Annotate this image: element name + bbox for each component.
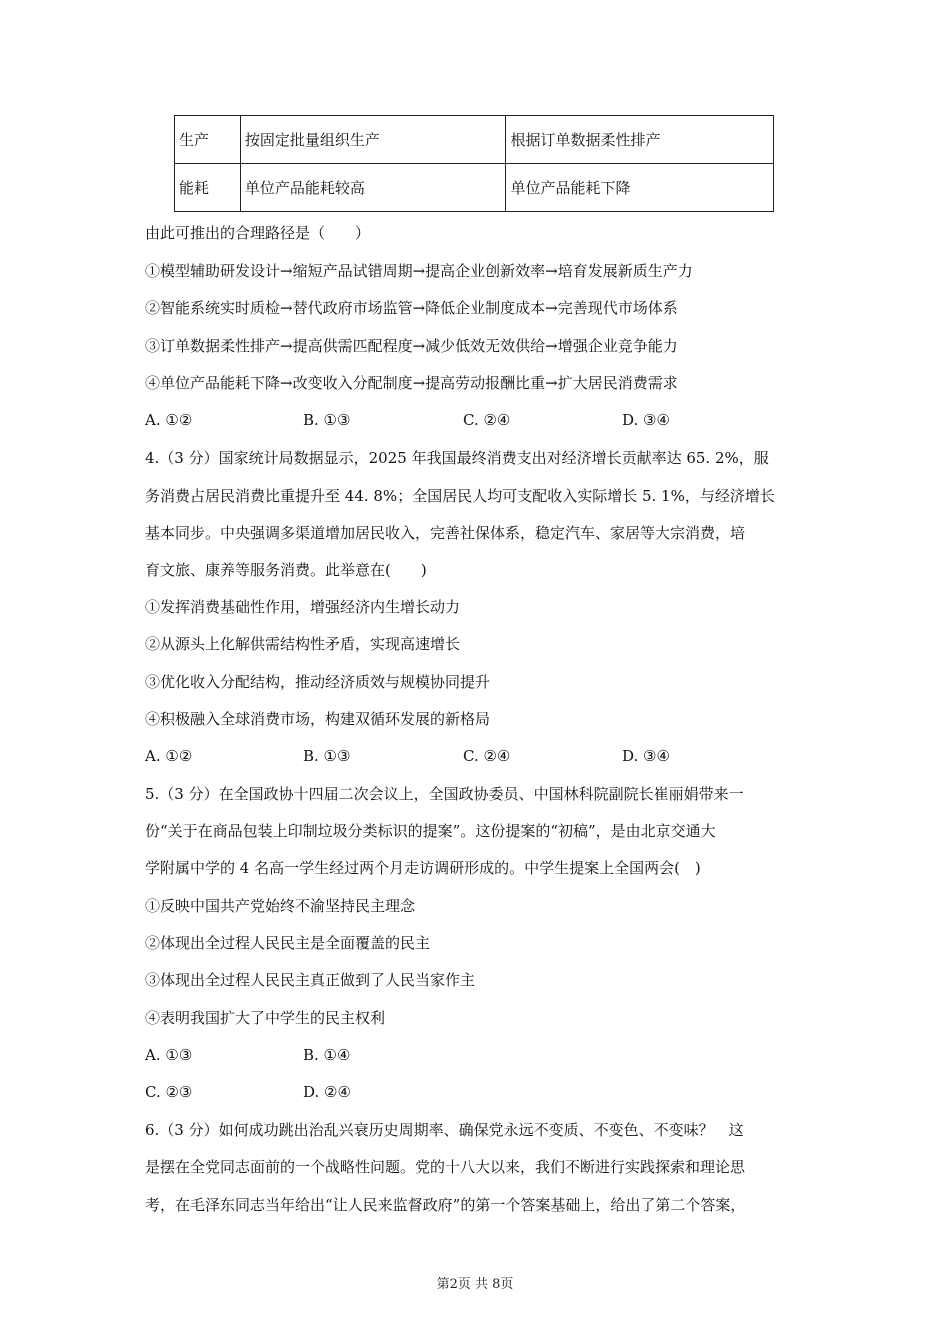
q5-line-1: 5.（3 分）在全国政协十四届二次会议上，全国政协委员、中国林科院副院长崔丽娟带来一: [145, 785, 744, 803]
option-b[interactable]: B. ①④: [303, 1046, 351, 1064]
q3-item-2: ②智能系统实时质检→替代政府市场监管→降低企业制度成本→完善现代市场体系: [145, 299, 678, 317]
table-cell: 根据订单数据柔性排产: [506, 116, 774, 164]
option-d[interactable]: D. ③④: [622, 411, 670, 429]
q4-options: [145, 746, 845, 766]
option-d[interactable]: D. ②④: [303, 1083, 351, 1101]
q4-line-3: 基本同步。中央强调多渠道增加居民收入，完善社保体系，稳定汽车、家居等大宗消费，培: [145, 524, 746, 542]
q5-item-1: ①反映中国共产党始终不渝坚持民主理念: [145, 897, 416, 915]
q4-line-4: 育文旅、康养等服务消费。此举意在( ): [145, 561, 427, 579]
q6-line-2: 是摆在全党同志面前的一个战略性问题。党的十八大以来，我们不断进行实践探索和理论思: [145, 1158, 746, 1176]
q3-item-3: ③订单数据柔性排产→提高供需匹配程度→减少低效无效供给→增强企业竞争能力: [145, 337, 678, 355]
table-row: [175, 116, 774, 164]
table-cell: 单位产品能耗较高: [240, 164, 506, 212]
option-a[interactable]: A. ①②: [145, 747, 193, 765]
table-cell: 能耗: [175, 164, 241, 212]
option-c[interactable]: C. ②③: [145, 1083, 193, 1101]
q3-item-1: ①模型辅助研发设计→缩短产品试错周期→提高企业创新效率→培育发展新质生产力: [145, 262, 693, 280]
q4-line-1: 4.（3 分）国家统计局数据显示，2025 年我国最终消费支出对经济增长贡献率达 65. 2%，服: [145, 449, 769, 467]
q5-line-2: 份“关于在商品包装上印制垃圾分类标识的提案”。这份提案的“初稿”，是由北京交通大: [145, 822, 716, 840]
q5-line-3: 学附属中学的 4 名高一学生经过两个月走访调研形成的。中学生提案上全国两会( ): [145, 859, 701, 877]
option-a[interactable]: A. ①③: [145, 1046, 193, 1064]
table-cell: 生产: [175, 116, 241, 164]
page-footer: 第2页 共 8页: [436, 1277, 514, 1292]
table-cell: 单位产品能耗下降: [506, 164, 774, 212]
option-c[interactable]: C. ②④: [463, 747, 511, 765]
q3-stem: 由此可推出的合理路径是（ ）: [145, 224, 371, 242]
option-d[interactable]: D. ③④: [622, 747, 670, 765]
q6-line-1: 6.（3 分）如何成功跳出治乱兴衰历史周期率、确保党永远不变质、不变色、不变味？ 这: [145, 1121, 744, 1139]
option-b[interactable]: B. ①③: [303, 747, 351, 765]
option-b[interactable]: B. ①③: [303, 411, 351, 429]
q4-item-2: ②从源头上化解供需结构性矛盾，实现高速增长: [145, 635, 461, 653]
q4-item-3: ③优化收入分配结构，推动经济质效与规模协同提升: [145, 673, 491, 691]
q5-item-3: ③体现出全过程人民民主真正做到了人民当家作主: [145, 971, 476, 989]
q5-options-row-1: [145, 1045, 845, 1065]
q3-item-4: ④单位产品能耗下降→改变收入分配制度→提高劳动报酬比重→扩大居民消费需求: [145, 374, 678, 392]
q6-line-3: 考，在毛泽东同志当年给出“让人民来监督政府”的第一个答案基础上，给出了第二个答案，: [145, 1196, 746, 1214]
q4-line-2: 务消费占居民消费比重提升至 44. 8%；全国居民人均可支配收入实际增长 5. 1%，与经济增长: [145, 487, 775, 505]
table-cell: 按固定批量组织生产: [240, 116, 506, 164]
option-a[interactable]: A. ①②: [145, 411, 193, 429]
q3-options: [145, 410, 845, 430]
option-c[interactable]: C. ②④: [463, 411, 511, 429]
table-row: [175, 164, 774, 212]
q4-item-1: ①发挥消费基础性作用，增强经济内生增长动力: [145, 598, 461, 616]
q4-item-4: ④积极融入全球消费市场，构建双循环发展的新格局: [145, 710, 491, 728]
comparison-table: [174, 115, 774, 212]
q5-item-2: ②体现出全过程人民民主是全面覆盖的民主: [145, 934, 431, 952]
q5-options-row-2: [145, 1082, 845, 1102]
q5-item-4: ④表明我国扩大了中学生的民主权利: [145, 1009, 386, 1027]
